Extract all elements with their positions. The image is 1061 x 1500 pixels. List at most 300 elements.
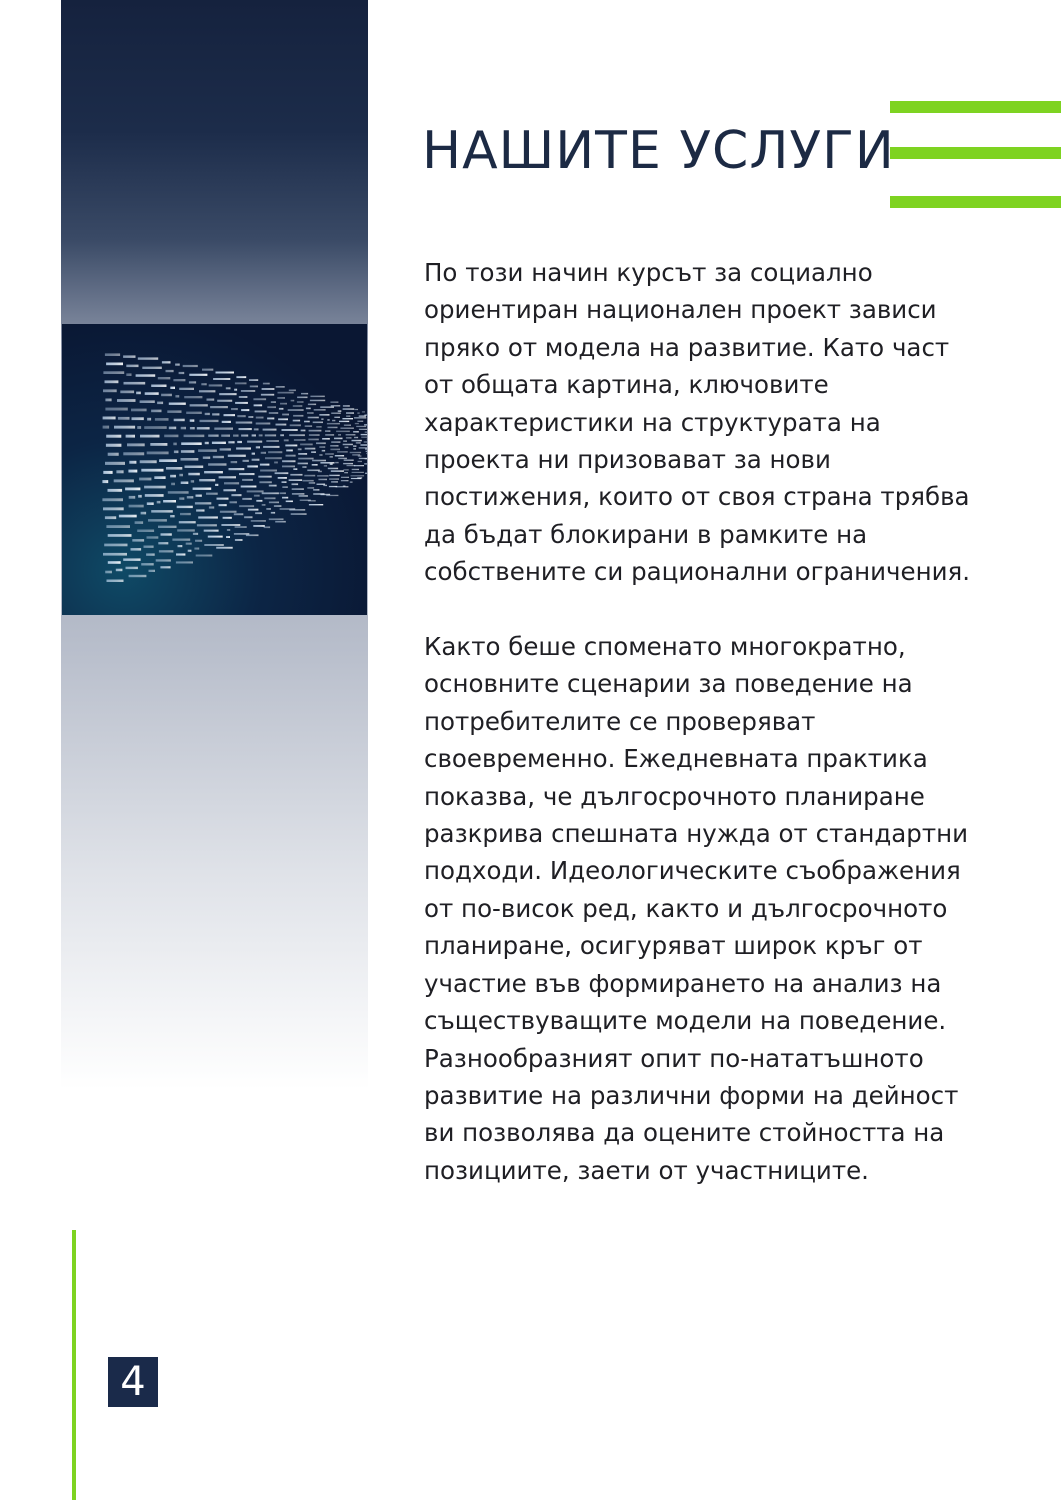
body-text (424, 254, 984, 1189)
code-glyph-mark (105, 462, 125, 465)
code-glyph-mark (157, 402, 163, 405)
code-glyph-mark (293, 468, 297, 470)
code-glyph-mark (179, 388, 194, 390)
code-glyph-mark (205, 413, 210, 415)
code-glyph-mark (254, 495, 260, 497)
code-glyph-mark (129, 505, 144, 508)
code-glyph-mark (196, 495, 202, 497)
code-glyph-mark (256, 500, 262, 502)
code-glyph-mark (354, 417, 366, 418)
code-glyph-mark (297, 401, 304, 403)
code-glyph-mark (357, 477, 362, 478)
code-glyph-mark (262, 388, 275, 390)
code-glyph-mark (114, 479, 134, 482)
code-glyph-mark (197, 524, 217, 526)
code-glyph-mark (282, 481, 287, 483)
code-glyph-mark (365, 448, 367, 449)
code-glyph-mark (359, 447, 367, 448)
code-glyph-mark (261, 452, 266, 454)
code-glyph-mark (144, 546, 154, 548)
code-glyph-mark (365, 432, 367, 433)
code-glyph-mark (252, 434, 256, 436)
code-glyph-mark (231, 461, 238, 463)
code-glyph-mark (365, 473, 367, 474)
code-glyph-mark (271, 512, 275, 514)
code-glyph-mark (129, 496, 136, 499)
code-glyph-mark (338, 410, 342, 411)
code-glyph-mark (106, 525, 130, 528)
code-glyph-mark (105, 399, 111, 402)
code-glyph-mark (108, 453, 119, 456)
code-glyph-mark (322, 450, 325, 452)
code-glyph-mark (320, 406, 334, 408)
code-glyph-mark (175, 364, 180, 366)
code-glyph-mark (276, 424, 287, 426)
code-glyph-mark (282, 429, 298, 431)
code-glyph-mark (224, 482, 239, 484)
code-glyph-mark (181, 442, 202, 445)
code-glyph-mark (228, 455, 246, 457)
code-glyph-mark (330, 402, 338, 403)
code-glyph-mark (158, 526, 177, 528)
code-glyph-mark (328, 468, 338, 470)
code-glyph-mark (170, 475, 176, 478)
code-glyph-mark (303, 480, 314, 482)
code-glyph-mark (219, 504, 227, 506)
code-glyph-mark (265, 457, 282, 459)
code-glyph-mark (341, 477, 349, 478)
code-glyph-mark (244, 516, 252, 518)
code-glyph-mark (343, 405, 350, 406)
code-glyph-mark (178, 545, 183, 547)
code-glyph-mark (144, 486, 166, 489)
code-glyph-mark (228, 441, 234, 443)
code-glyph-mark (259, 434, 263, 436)
code-glyph-mark (318, 471, 322, 473)
code-glyph-mark (190, 427, 195, 429)
code-glyph-mark (282, 486, 288, 488)
code-glyph-mark (340, 428, 354, 429)
code-glyph-mark (136, 392, 141, 395)
code-glyph-mark (310, 396, 324, 398)
code-glyph-mark (328, 427, 338, 429)
code-glyph-mark (171, 483, 175, 486)
code-glyph-mark (131, 548, 142, 551)
code-glyph-mark (123, 558, 140, 561)
code-glyph-mark (125, 488, 140, 491)
code-glyph-mark (234, 389, 237, 391)
code-glyph-mark (207, 399, 215, 401)
code-glyph-mark (343, 486, 346, 487)
code-glyph-mark (132, 539, 144, 542)
code-glyph-mark (146, 553, 155, 555)
code-glyph-mark (108, 561, 121, 564)
code-glyph-mark (186, 412, 202, 414)
code-glyph-mark (188, 473, 200, 476)
code-glyph-mark (269, 412, 278, 414)
code-glyph-mark (306, 408, 311, 410)
code-glyph-mark (177, 506, 193, 508)
code-glyph-mark (186, 543, 192, 545)
code-glyph-mark (275, 521, 286, 523)
code-glyph-mark (327, 419, 329, 421)
code-glyph-mark (102, 498, 123, 501)
code-glyph-mark (253, 525, 264, 527)
code-glyph-mark (254, 404, 263, 406)
code-glyph-mark (203, 457, 210, 459)
code-glyph-mark (161, 394, 172, 397)
code-glyph-mark (104, 544, 127, 547)
code-glyph-mark (285, 445, 297, 447)
code-glyph-mark (289, 479, 303, 481)
code-glyph-mark (255, 512, 262, 514)
code-glyph-mark (139, 478, 151, 481)
code-glyph-mark (313, 422, 323, 424)
code-glyph-mark (126, 365, 138, 368)
code-glyph-mark (330, 463, 333, 465)
code-glyph-mark (135, 521, 144, 524)
code-glyph-mark (151, 410, 161, 413)
code-glyph-mark (358, 461, 362, 462)
code-glyph-mark (323, 485, 327, 486)
code-glyph-mark (204, 471, 223, 473)
code-glyph-mark (343, 444, 353, 446)
code-glyph-mark (215, 484, 218, 486)
code-glyph-mark (339, 421, 349, 422)
code-glyph-mark (169, 403, 186, 405)
code-glyph-mark (241, 486, 257, 488)
code-glyph-mark (106, 363, 123, 366)
code-glyph-mark (144, 426, 167, 429)
code-glyph-mark (205, 442, 209, 444)
code-glyph-mark (128, 470, 137, 473)
code-glyph-mark (298, 458, 313, 460)
code-glyph-mark (208, 536, 223, 538)
code-glyph-mark (194, 548, 199, 550)
code-glyph-mark (331, 470, 344, 471)
code-glyph-mark (307, 470, 320, 472)
code-glyph-mark (187, 496, 194, 498)
code-glyph-mark (204, 544, 224, 546)
code-glyph-mark (181, 458, 199, 461)
code-glyph-mark (344, 472, 348, 473)
code-glyph-mark (252, 453, 255, 455)
code-glyph-mark (217, 400, 232, 402)
code-glyph-mark (181, 450, 195, 453)
code-glyph-mark (308, 417, 319, 419)
code-glyph-mark (210, 406, 228, 408)
code-glyph-mark (264, 497, 275, 499)
code-glyph-mark (250, 386, 258, 388)
code-glyph-mark (147, 452, 169, 455)
code-glyph-mark (191, 480, 194, 482)
code-glyph-mark (278, 477, 287, 479)
code-glyph-mark (180, 513, 191, 515)
code-glyph-mark (353, 445, 356, 446)
code-glyph-mark (343, 463, 353, 464)
code-glyph-mark (282, 466, 295, 468)
code-glyph-mark (346, 412, 354, 413)
code-glyph-mark (331, 405, 341, 406)
code-glyph-mark (277, 397, 285, 399)
code-glyph-mark (151, 510, 173, 512)
code-glyph-mark (347, 465, 356, 466)
code-glyph-mark (161, 533, 172, 535)
code-glyph-mark (314, 409, 326, 411)
code-glyph-mark (175, 395, 179, 397)
code-glyph-mark (106, 435, 121, 438)
code-glyph-mark (236, 447, 251, 449)
code-glyph-mark (325, 453, 334, 455)
code-glyph-mark (276, 386, 285, 388)
code-glyph-mark (107, 580, 124, 583)
code-glyph-mark (274, 462, 278, 464)
code-glyph-mark (350, 452, 361, 453)
code-glyph-mark (280, 434, 284, 436)
code-glyph-mark (120, 391, 134, 394)
code-data-stream-image (62, 324, 367, 615)
code-glyph-mark (344, 425, 351, 426)
code-glyph-mark (103, 471, 112, 474)
code-glyph-mark (229, 468, 245, 470)
code-glyph-mark (289, 390, 296, 392)
code-glyph-mark (108, 489, 123, 492)
code-glyph-mark (197, 427, 210, 429)
code-glyph-mark (213, 456, 224, 458)
code-glyph-mark (160, 566, 170, 568)
code-glyph-mark (271, 401, 276, 403)
code-glyph-mark (252, 459, 260, 461)
code-glyph-mark (117, 399, 136, 402)
code-glyph-mark (356, 426, 366, 427)
code-glyph-mark (173, 443, 176, 446)
code-glyph-mark (353, 448, 356, 449)
code-glyph-mark (141, 512, 147, 515)
code-glyph-mark (247, 490, 264, 492)
code-glyph-mark (350, 482, 353, 483)
code-glyph-mark (335, 455, 344, 457)
code-glyph-mark (364, 424, 367, 425)
code-glyph-mark (312, 464, 318, 466)
code-glyph-mark (357, 421, 363, 422)
code-glyph-mark (359, 429, 367, 430)
code-glyph-mark (221, 524, 240, 526)
code-glyph-mark (260, 464, 270, 466)
code-glyph-mark (167, 410, 181, 413)
code-glyph-mark (198, 516, 218, 518)
code-glyph-mark (298, 463, 308, 465)
code-glyph-mark (302, 466, 306, 468)
code-glyph-mark (105, 516, 116, 519)
code-glyph-mark (239, 428, 252, 430)
code-glyph-mark (278, 392, 294, 394)
code-glyph-mark (114, 426, 135, 429)
code-glyph-mark (319, 414, 329, 416)
code-glyph-mark (103, 371, 124, 374)
code-glyph-mark (236, 422, 253, 424)
code-glyph-mark (321, 418, 323, 420)
code-glyph-mark (251, 520, 266, 522)
code-glyph-mark (235, 539, 243, 541)
code-glyph-mark (230, 501, 237, 503)
code-glyph-mark (239, 396, 248, 398)
code-glyph-mark (189, 381, 196, 383)
code-glyph-mark (200, 420, 219, 422)
code-glyph-mark (366, 451, 367, 452)
code-glyph-mark (290, 424, 301, 426)
code-glyph-mark (263, 446, 279, 448)
code-glyph-mark (354, 465, 364, 466)
code-glyph-mark (260, 470, 277, 472)
code-glyph-mark (304, 421, 310, 423)
accent-bar-bottom (890, 196, 1061, 208)
code-glyph-mark (317, 475, 329, 477)
code-glyph-mark (212, 413, 219, 415)
code-glyph-mark (334, 438, 343, 440)
code-glyph-mark (291, 400, 295, 402)
code-glyph-mark (247, 441, 262, 443)
code-glyph-mark (102, 480, 108, 483)
code-glyph-mark (179, 372, 185, 374)
code-glyph-mark (202, 369, 213, 371)
code-glyph-mark (293, 420, 300, 422)
code-glyph-mark (358, 455, 362, 456)
code-glyph-mark (258, 476, 271, 478)
code-glyph-mark (124, 382, 146, 385)
code-glyph-mark (346, 434, 356, 436)
code-glyph-mark (126, 373, 131, 376)
code-glyph-mark (308, 500, 316, 501)
code-glyph-mark (176, 553, 185, 555)
code-glyph-mark (237, 415, 245, 417)
code-glyph-mark (263, 383, 270, 385)
code-glyph-mark (136, 374, 156, 377)
code-glyph-mark (288, 409, 304, 411)
code-glyph-mark (336, 431, 350, 433)
code-glyph-mark (212, 442, 226, 444)
code-glyph-mark (319, 446, 325, 448)
code-glyph-mark (179, 521, 196, 523)
code-glyph-mark (145, 392, 159, 395)
code-glyph-mark (336, 486, 349, 487)
code-glyph-mark (235, 402, 248, 404)
code-glyph-mark (234, 513, 244, 515)
code-glyph-mark (269, 518, 284, 520)
code-glyph-mark (158, 377, 171, 379)
code-glyph-mark (364, 463, 367, 464)
accent-bar-top (890, 101, 1061, 113)
code-glyph-mark (199, 390, 215, 392)
code-glyph-mark (293, 415, 303, 417)
code-glyph-mark (291, 513, 307, 515)
accent-bar-middle (890, 147, 1061, 159)
code-glyph-mark (365, 458, 367, 459)
code-glyph-mark (286, 455, 296, 457)
code-glyph-mark (255, 411, 267, 413)
code-glyph-mark (119, 515, 137, 518)
code-glyph-mark (198, 449, 217, 452)
code-glyph-mark (220, 511, 237, 513)
code-glyph-mark (256, 446, 260, 448)
code-glyph-mark (341, 480, 349, 481)
code-glyph-mark (151, 385, 166, 388)
code-glyph-mark (103, 389, 117, 392)
code-glyph-mark (140, 400, 155, 403)
code-glyph-mark (247, 465, 258, 467)
code-glyph-mark (185, 466, 204, 469)
code-glyph-mark (123, 355, 135, 358)
code-glyph-mark (298, 453, 307, 455)
code-glyph-mark (342, 418, 353, 419)
code-glyph-mark (316, 426, 321, 428)
code-glyph-mark (361, 434, 367, 435)
code-glyph-mark (352, 454, 360, 455)
accent-vertical-line (72, 1230, 76, 1500)
code-glyph-mark (199, 479, 215, 481)
code-glyph-mark (312, 460, 326, 462)
code-glyph-mark (264, 526, 270, 528)
code-glyph-mark (330, 445, 338, 447)
code-glyph-mark (256, 417, 264, 419)
code-glyph-mark (308, 439, 319, 441)
code-glyph-mark (304, 475, 315, 477)
code-glyph-mark (331, 413, 341, 414)
code-glyph-mark (248, 509, 259, 511)
code-glyph-mark (217, 498, 229, 500)
code-glyph-mark (103, 426, 110, 429)
code-glyph-mark (239, 505, 254, 507)
code-glyph-mark (352, 469, 359, 470)
code-glyph-mark (313, 489, 319, 491)
code-glyph-mark (105, 380, 119, 383)
code-glyph-mark (149, 570, 156, 572)
code-glyph-mark (292, 488, 304, 490)
code-glyph-mark (220, 448, 231, 450)
code-glyph-mark (319, 454, 322, 456)
code-glyph-mark (266, 508, 271, 510)
code-glyph-mark (116, 470, 123, 473)
code-glyph-mark (241, 435, 248, 437)
code-glyph-mark (216, 547, 233, 549)
code-glyph-mark (214, 428, 233, 430)
code-glyph-mark (237, 441, 242, 443)
code-glyph-mark (259, 481, 271, 483)
code-glyph-mark (141, 469, 163, 472)
code-glyph-mark (330, 449, 340, 451)
code-glyph-mark (103, 553, 127, 556)
code-glyph-mark (299, 495, 308, 497)
code-glyph-mark (157, 501, 161, 504)
code-glyph-mark (183, 365, 198, 367)
code-glyph-mark (269, 485, 277, 487)
code-glyph-mark (346, 437, 352, 439)
code-glyph-mark (174, 451, 179, 454)
code-glyph-mark (278, 418, 288, 420)
code-glyph-mark (188, 550, 192, 552)
code-glyph-mark (137, 426, 141, 429)
code-glyph-mark (142, 367, 162, 369)
code-glyph-mark (367, 453, 368, 454)
code-glyph-mark (242, 498, 252, 500)
code-glyph-mark (155, 418, 169, 421)
code-glyph-mark (337, 451, 348, 453)
code-glyph-mark (338, 458, 347, 459)
code-glyph-mark (307, 487, 314, 489)
code-glyph-mark (181, 427, 186, 430)
code-glyph-mark (300, 444, 313, 446)
code-glyph-mark (331, 441, 340, 443)
code-glyph-mark (346, 416, 350, 417)
